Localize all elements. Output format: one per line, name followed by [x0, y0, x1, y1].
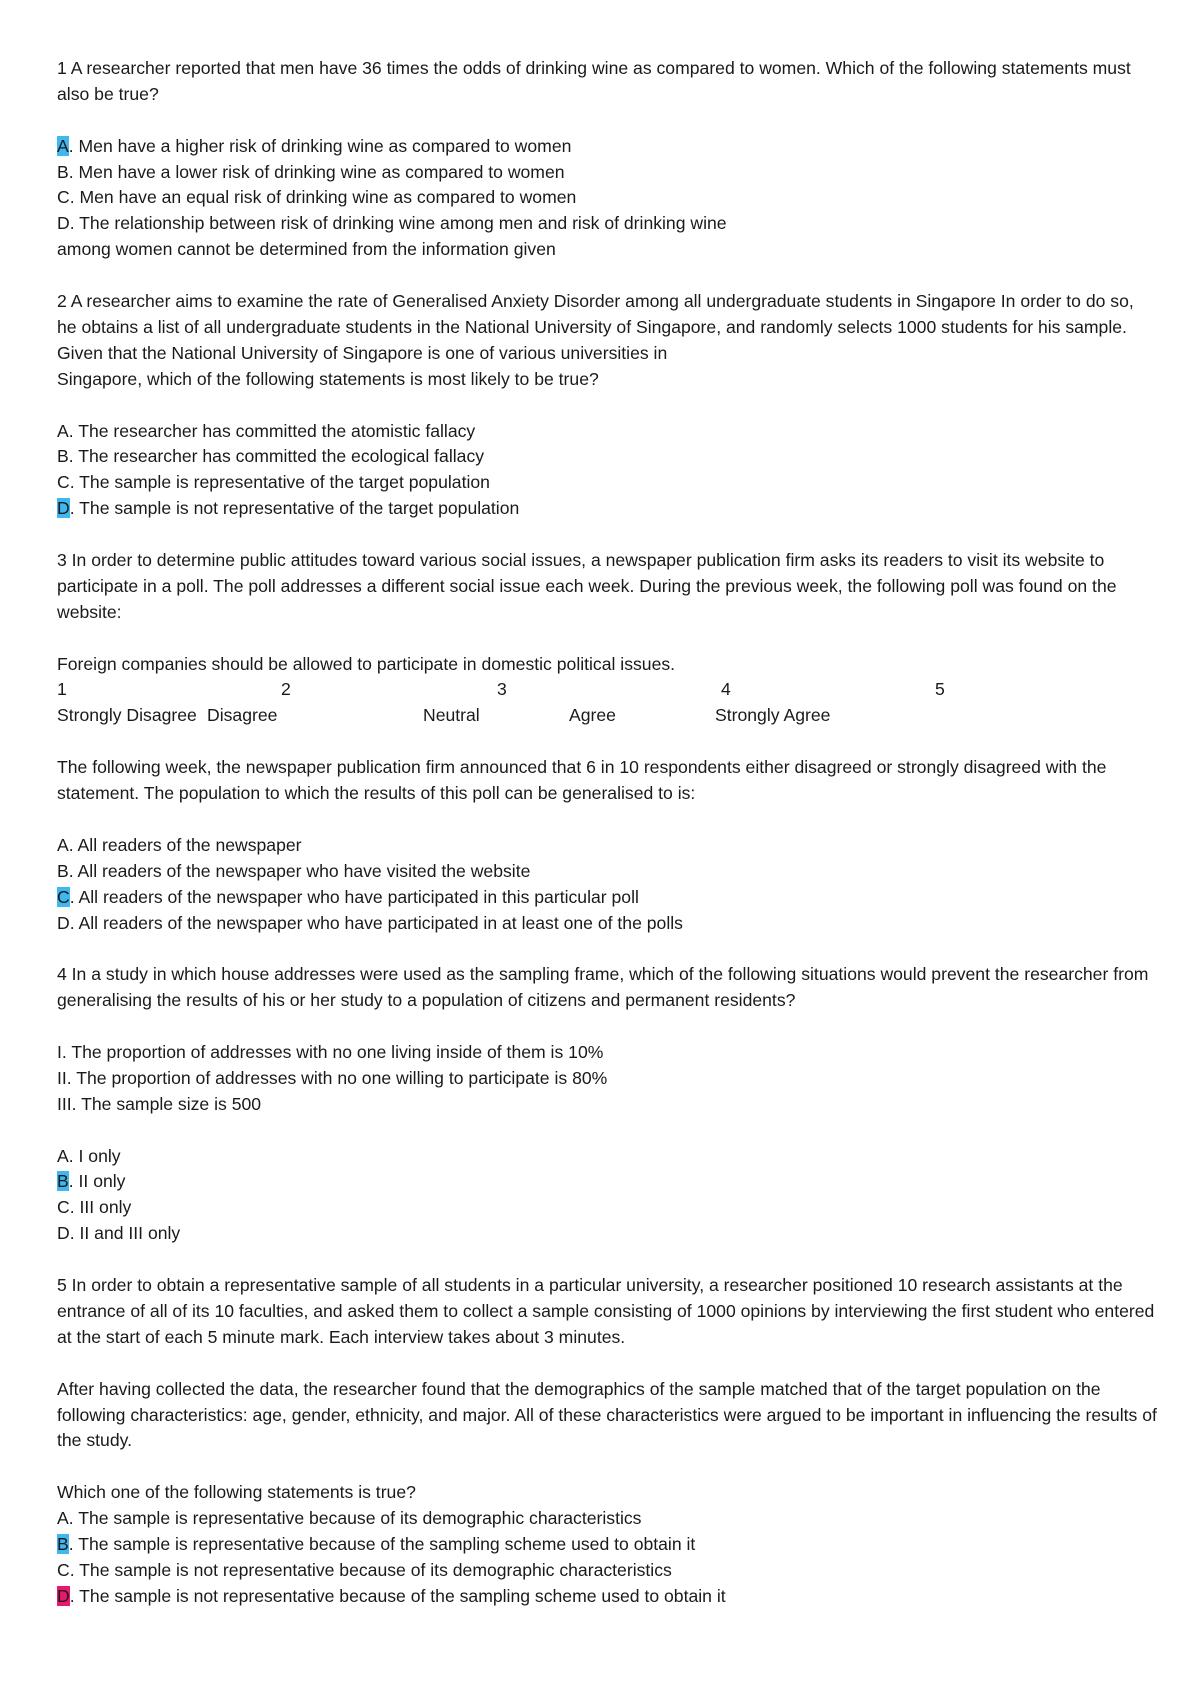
- scale-label: Agree: [569, 705, 616, 726]
- scale-label: Disagree: [207, 705, 278, 726]
- q5-option-d: D. The sample is not representative because of the sampling scheme used to obtain it: [57, 1585, 726, 1606]
- scale-number: 1: [57, 679, 67, 700]
- document-page: [57, 56, 1157, 1610]
- q3-option-b: B. All readers of the newspaper who have visited the website: [57, 860, 531, 881]
- answer-highlight-marker: B: [57, 1534, 69, 1555]
- scale-number: 4: [721, 679, 731, 700]
- q5-option-a: A. The sample is representative because of its demographic characteristics: [57, 1508, 642, 1529]
- question-2-stem: 2 A researcher aims to examine the rate of Generalised Anxiety Disorder among all undergraduate students in Singapore In order to do so, he obtains a list of all undergraduate students in the National University of Singapore, and randomly selects 1000 students for his sample.: [57, 291, 1134, 337]
- q2-option-c: C. The sample is representative of the target population: [57, 472, 490, 493]
- answer-highlight-marker-pink: D: [57, 1585, 70, 1606]
- q4-statement-3: III. The sample size is 500: [57, 1093, 262, 1114]
- scale-number: 2: [281, 679, 291, 700]
- q2-option-b: B. The researcher has committed the ecological fallacy: [57, 446, 485, 467]
- q1-option-d: D. The relationship between risk of drinking wine among men and risk of drinking wine: [57, 213, 727, 234]
- q1-option-c: C. Men have an equal risk of drinking wine as compared to women: [57, 187, 577, 208]
- q1-option-d-continued: among women cannot be determined from the information given: [57, 239, 556, 260]
- q4-statement-2: II. The proportion of addresses with no one willing to participate is 80%: [57, 1067, 608, 1088]
- question-2-stem-line3: Singapore, which of the following statements is most likely to be true?: [57, 368, 599, 389]
- answer-highlight-marker: C: [57, 886, 70, 907]
- question-5-stem: 5 In order to obtain a representative sample of all students in a particular university, a researcher positioned 10 research assistants at the entrance of all of its 10 faculties, and asked them to collect a sample consisting of 1000 opinions by interviewing the first student who entered at the start of each 5 minute mark. Each interview takes about 3 minutes.: [57, 1275, 1155, 1347]
- question-2: [57, 289, 1157, 522]
- likert-scale-labels: [57, 703, 1157, 729]
- scale-label: Strongly Disagree: [57, 705, 197, 726]
- q4-option-c: C. III only: [57, 1197, 132, 1218]
- q3-option-d: D. All readers of the newspaper who have participated in at least one of the polls: [57, 912, 683, 933]
- likert-scale-numbers: [57, 677, 1157, 703]
- q1-option-a: A. Men have a higher risk of drinking wine as compared to women: [57, 135, 572, 156]
- q1-option-b: B. Men have a lower risk of drinking wine as compared to women: [57, 161, 565, 182]
- question-5-prompt: Which one of the following statements is true?: [57, 1482, 416, 1503]
- answer-highlight-marker: A: [57, 135, 69, 156]
- question-2-stem-line2: Given that the National University of Singapore is one of various universities in: [57, 342, 668, 363]
- q4-option-a: A. I only: [57, 1145, 121, 1166]
- scale-number: 5: [935, 679, 945, 700]
- poll-statement: Foreign companies should be allowed to participate in domestic political issues.: [57, 653, 676, 674]
- q4-option-d: D. II and III only: [57, 1223, 181, 1244]
- q3-option-c: C. All readers of the newspaper who have participated in this particular poll: [57, 886, 639, 907]
- question-4-stem: 4 In a study in which house addresses were used as the sampling frame, which of the following situations would prevent the researcher from generalising the results of his or her study to a population of citizens and permanent residents?: [57, 964, 1149, 1011]
- q2-option-a: A. The researcher has committed the atomistic fallacy: [57, 420, 476, 441]
- q4-option-b: B. II only: [57, 1171, 126, 1192]
- question-4: [57, 962, 1157, 1247]
- scale-number: 3: [497, 679, 507, 700]
- q4-statement-1: I. The proportion of addresses with no one living inside of them is 10%: [57, 1042, 604, 1063]
- q5-option-b: B. The sample is representative because of the sampling scheme used to obtain it: [57, 1534, 696, 1555]
- question-3-stem: 3 In order to determine public attitudes toward various social issues, a newspaper publication firm asks its readers to visit its website to participate in a poll. The poll addresses a different social issue each week. During the previous week, the following poll was found on the website:: [57, 549, 1117, 622]
- question-5: [57, 1273, 1157, 1610]
- poll-result-text: The following week, the newspaper publication firm announced that 6 in 10 respondents either disagreed or strongly disagreed with the statement. The population to which the results of this poll can be generalised to is:: [57, 757, 1107, 804]
- scale-label: Neutral: [423, 705, 480, 726]
- question-3: [57, 548, 1157, 936]
- answer-highlight-marker: D: [57, 498, 70, 519]
- q5-option-c: C. The sample is not representative because of its demographic characteristics: [57, 1559, 672, 1580]
- question-1-stem: 1 A researcher reported that men have 36 times the odds of drinking wine as compared to women. Which of the following statements must also be true?: [57, 58, 1131, 104]
- scale-label: Strongly Agree: [715, 705, 831, 726]
- q2-option-d: D. The sample is not representative of the target population: [57, 498, 520, 519]
- answer-highlight-marker: B: [57, 1171, 69, 1192]
- question-1: [57, 56, 1157, 263]
- question-5-paragraph-2: After having collected the data, the researcher found that the demographics of the sample matched that of the target population on the following characteristics: age, gender, ethnicity, and major. All of these characteristics were argued to be important in influencing the results of the study.: [57, 1378, 1157, 1451]
- q3-option-a: A. All readers of the newspaper: [57, 834, 302, 855]
